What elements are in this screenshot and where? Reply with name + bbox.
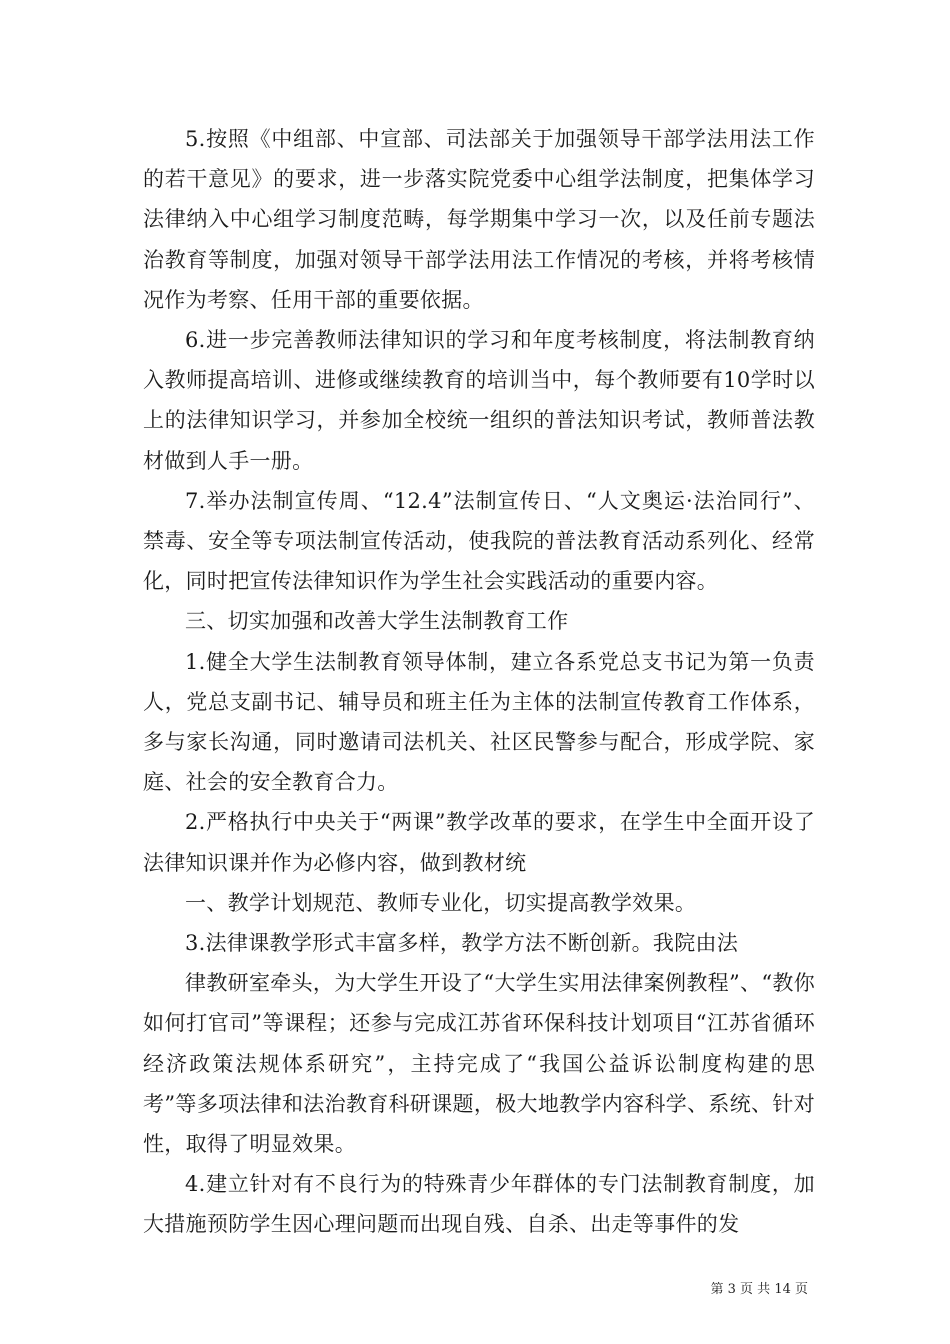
body-text <box>143 119 815 1245</box>
page-number: 第 3 页 共 14 页 <box>710 1282 808 1297</box>
paragraph-item-7: 7.举办法制宣传周、“12.4”法制宣传日、“人文奥运·法治同行”、禁毒、安全等专项法制宣传活动，使我院的普法教育活动系列化、经常化，同时把宣传法律知识作为学生社会实践活动的重要内容。 <box>143 488 815 594</box>
paragraph-continuation: 一、教学计划规范、教师专业化，切实提高教学效果。 <box>185 890 697 915</box>
paragraph-item-6: 6.进一步完善教师法律知识的学习和年度考核制度，将法制教育纳入教师提高培训、进修或继续教育的培训当中，每个教师要有10学时以上的法律知识学习，并参加全校统一组织的普法知识考试，教师普法教材做到人手一册。 <box>143 328 815 473</box>
paragraph-item-2: 2.严格执行中央关于“两课”教学改革的要求，在学生中全面开设了法律知识课并作为必修内容，做到教材统 <box>143 810 815 875</box>
paragraph-item-4: 4.建立针对有不良行为的特殊青少年群体的专门法制教育制度，加大措施预防学生因心理问题而出现自残、自杀、出走等事件的发 <box>143 1172 815 1237</box>
paragraph-item-3-continued: 律教研室牵头，为大学生开设了“大学生实用法律案例教程”、“教你如何打官司”等课程；还参与完成江苏省环保科技计划项目“江苏省循环经济政策法规体系研究”，主持完成了“我国公益诉讼制度构建的思考”等多项法律和法治教育科研课题，极大地教学内容科学、系统、针对性，取得了明显效果。 <box>143 971 815 1157</box>
paragraph-item-1: 1.健全大学生法制教育领导体制，建立各系党总支书记为第一负责人，党总支副书记、辅导员和班主任为主体的法制宣传教育工作体系，多与家长沟通，同时邀请司法机关、社区民警参与配合，形成学院、家庭、社会的安全教育合力。 <box>143 649 815 795</box>
paragraph-item-3: 3.法律课教学形式丰富多样，教学方法不断创新。我院由法 <box>185 931 739 956</box>
paragraph-item-5: 5.按照《中组部、中宣部、司法部关于加强领导干部学法用法工作的若干意见》的要求，进一步落实院党委中心组学法制度，把集体学习法律纳入中心组学习制度范畴，每学期集中学习一次，以及任前专题法治教育等制度，加强对领导干部学法用法工作情况的考核，并将考核情况作为考察、任用干部的重要依据。 <box>143 127 815 312</box>
section-heading-3: 三、切实加强和改善大学生法制教育工作 <box>185 609 569 634</box>
